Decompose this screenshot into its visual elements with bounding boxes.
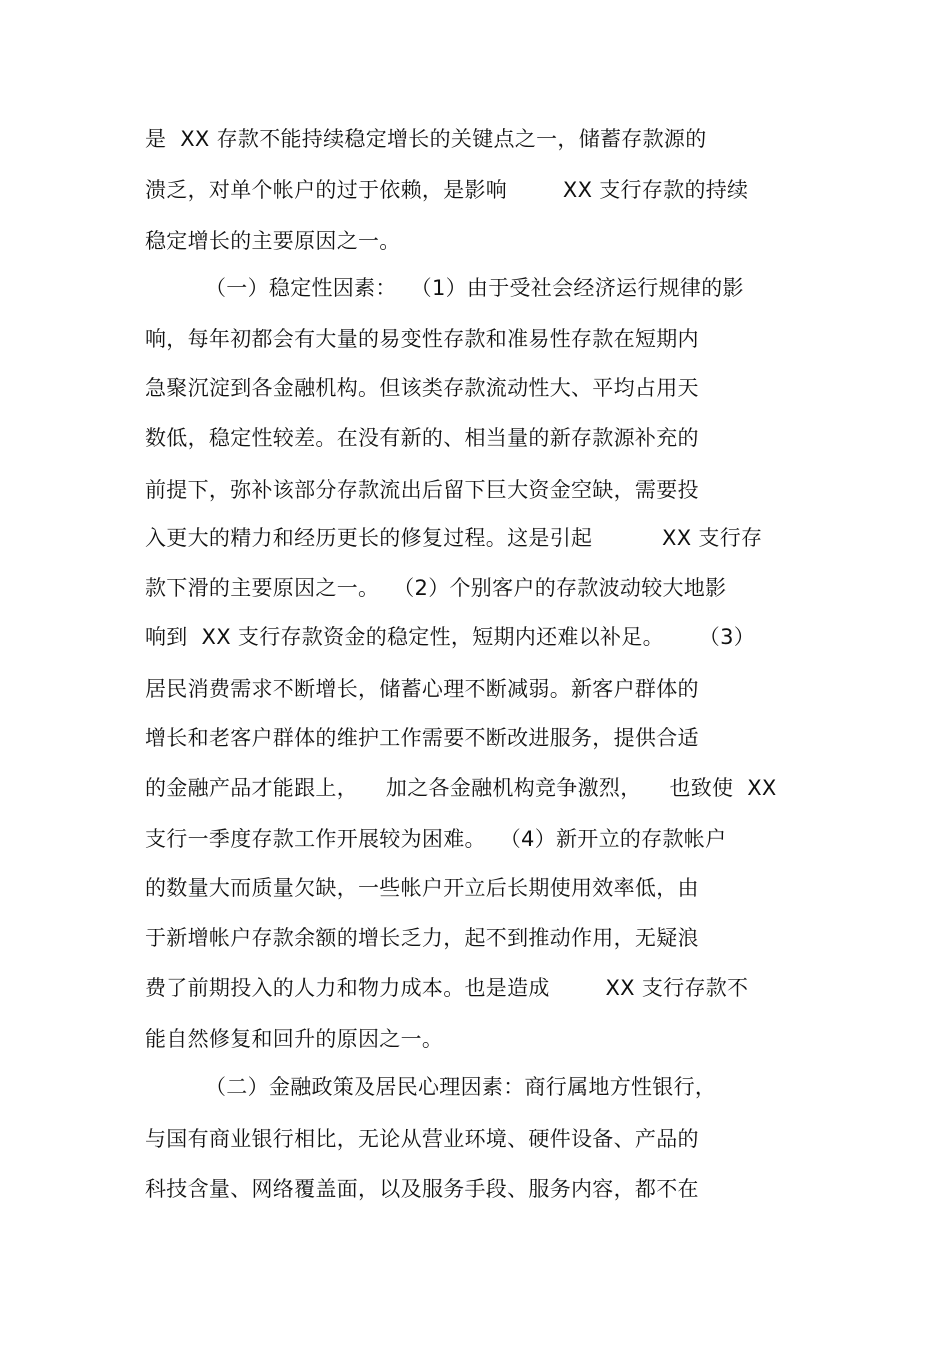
text-line: 居民消费需求不断增长，储蓄心理不断减弱。新客户群体的 (145, 677, 699, 701)
text-line: 款下滑的主要原因之一。 （2）个别客户的存款波动较大地影 (145, 576, 727, 600)
text-line: 增长和老客户群体的维护工作需要不断改进服务，提供合适 (145, 726, 699, 750)
text-line: 是 XX 存款不能持续稳定增长的关键点之一，储蓄存款源的 (145, 127, 707, 151)
text-line: 科技含量、网络覆盖面，以及服务手段、服务内容，都不在 (145, 1177, 699, 1201)
text-line: 费了前期投入的人力和物力成本。也是造成 XX 支行存款不 (145, 976, 749, 1000)
text-line: 响到 XX 支行存款资金的稳定性，短期内还难以补足。 （3） (145, 625, 756, 649)
text-line: 于新增帐户存款余额的增长乏力，起不到推动作用，无疑浪 (145, 926, 699, 950)
text-line: 支行一季度存款工作开展较为困难。 （4）新开立的存款帐户 (145, 827, 727, 851)
text-line: 数低，稳定性较差。在没有新的、相当量的新存款源补充的 (145, 426, 699, 450)
text-line: 稳定增长的主要原因之一。 (145, 229, 401, 253)
text-line: 与国有商业银行相比，无论从营业环境、硬件设备、产品的 (145, 1127, 699, 1151)
text-line: 前提下，弥补该部分存款流出后留下巨大资金空缺，需要投 (145, 478, 699, 502)
text-line: 急聚沉淀到各金融机构。但该类存款流动性大、平均占用天 (145, 376, 699, 400)
text-line: 的金融产品才能跟上， 加之各金融机构竞争激烈， 也致使 XX (145, 776, 777, 800)
text-line: 溃乏，对单个帐户的过于依赖，是影响 XX 支行存款的持续 (145, 178, 749, 202)
text-line: 响，每年初都会有大量的易变性存款和准易性存款在短期内 (145, 327, 699, 351)
text-line: 能自然修复和回升的原因之一。 (145, 1027, 444, 1051)
text-line: 的数量大而质量欠缺，一些帐户开立后长期使用效率低，由 (145, 876, 699, 900)
paragraph-start-line: （二）金融政策及居民心理因素：商行属地方性银行， (205, 1075, 717, 1099)
text-line: 入更大的精力和经历更长的修复过程。这是引起 XX 支行存 (145, 526, 763, 550)
paragraph-start-line: （一）稳定性因素： （1）由于受社会经济运行规律的影 (205, 276, 744, 300)
